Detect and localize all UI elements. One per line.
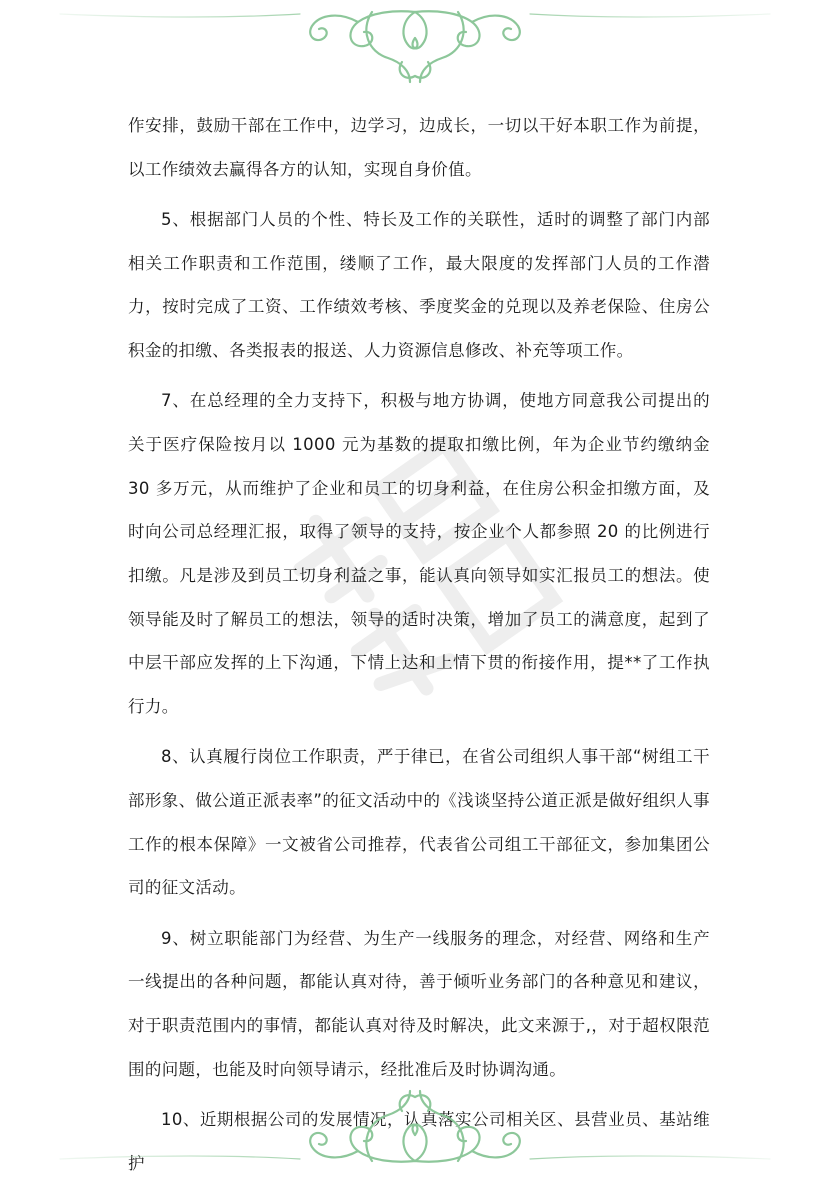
paragraph-item-7: 7、在总经理的全力支持下，积极与地方协调，使地方同意我公司提出的关于医疗保险按月以 1000 元为基数的提取扣缴比例，年为企业节约缴纳金 30 多万元，从而维护了企业和员工的切身利益，在住房公积金扣缴方面，及时向公司总经理汇报，取得了领导的支持，按企业个人都参照 20 的比例进行扣缴。凡是涉及到员工切身利益之事，能认真向领导如实汇报员工的想法。使领导能及时了解员工的想法，领导的适时决策，增加了员工的满意度，起到了中层干部应发挥的上下沟通，下情上达和上情下贯的衔接作用，提**了工作执行力。	[128, 391, 710, 717]
footer-ornament-icon	[0, 1083, 830, 1173]
document-body	[128, 104, 710, 1192]
paragraph-item-9: 9、树立职能部门为经营、为生产一线服务的理念，对经营、网络和生产一线提出的各种问题，都能认真对待，善于倾听业务部门的各种意见和建议，对于职责范围内的事情，都能认真对待及时解决，此文来源于,，对于超权限范围的问题，也能及时向领导请示，经批准后及时协调沟通。	[128, 928, 710, 1079]
paragraph-continuation: 作安排，鼓励干部在工作中，边学习，边成长，一切以干好本职工作为前提，以工作绩效去赢得各方的认知，实现自身价值。	[128, 116, 710, 179]
paragraph-item-10: 10、近期根据公司的发展情况，认真落实公司相关区、县营业员、基站维护	[128, 1109, 710, 1173]
paragraph-item-5: 5、根据部门人员的个性、特长及工作的关联性，适时的调整了部门内部相关工作职责和工作范围，缕顺了工作，最大限度的发挥部门人员的工作潜力，按时完成了工资、工作绩效考核、季度奖金的兑现以及养老保险、住房公积金的扣缴、各类报表的报送、人力资源信息修改、补充等项工作。	[128, 209, 710, 361]
header-ornament-icon	[0, 0, 830, 90]
paragraph-item-8: 8、认真履行岗位工作职责，严于律已，在省公司组织人事干部“树组工干部形象、做公道正派表率”的征文活动中的《浅谈坚持公道正派是做好组织人事工作的根本保障》一文被省公司推荐，代表省公司组工干部征文，参加集团公司的征文活动。	[128, 747, 710, 898]
